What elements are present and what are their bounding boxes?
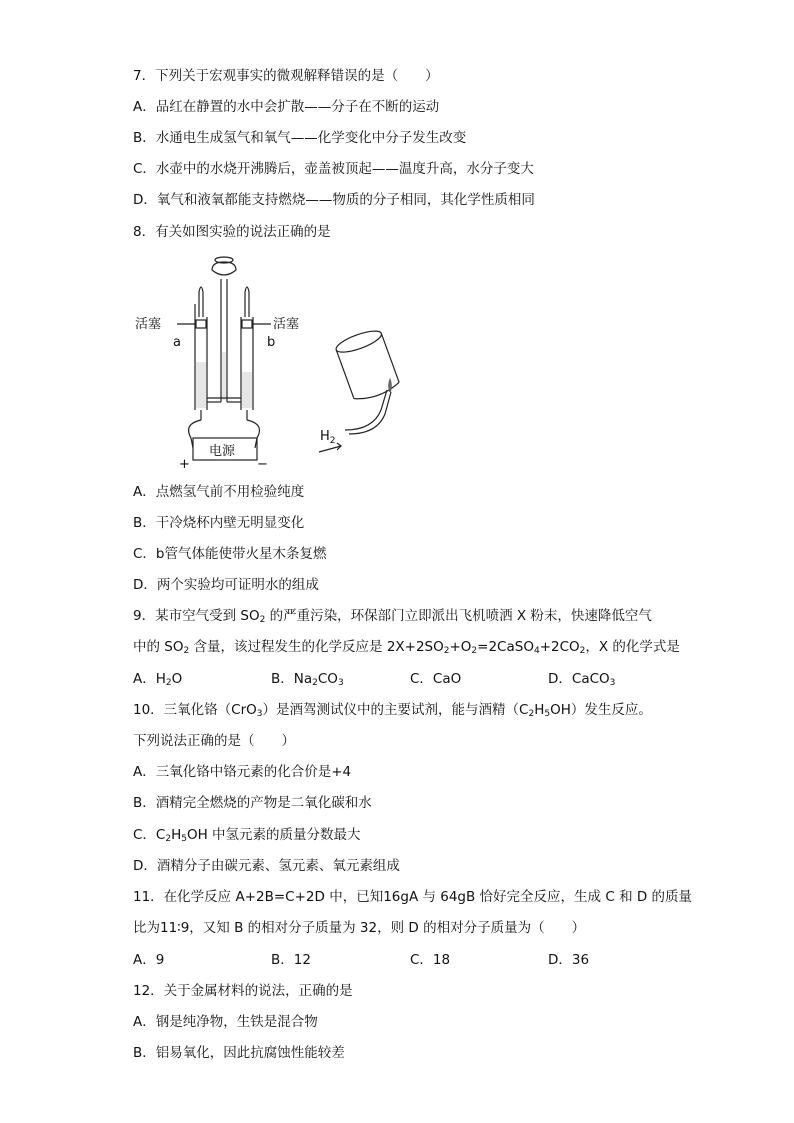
tube-a-label: a <box>173 335 181 350</box>
q9-option-c: C．CaO <box>410 671 462 687</box>
q11-line2: 比为11∶9，又知 B 的相对分子质量为 32，则 D 的相对分子质量为（ ） <box>133 920 586 936</box>
q11-line1: 11．在化学反应 A+2B=C+2D 中，已知16gA 与 64gB 恰好完全反应，生成 C 和 D 的质量 <box>133 889 693 905</box>
q10-line2: 下列说法正确的是（ ） <box>133 733 295 749</box>
q11-option-d: D．36 <box>548 952 590 968</box>
q12-option-b: B．铝易氧化，因此抗腐蚀性能较差 <box>133 1045 345 1061</box>
right-valve-label: 活塞 <box>273 317 300 332</box>
q7-option-b: B．水通电生成氢气和氧气——化学变化中分子发生改变 <box>133 130 467 146</box>
q11-option-c: C．18 <box>410 952 451 968</box>
electrolysis-figure <box>133 252 433 474</box>
q8-option-d: D．两个实验均可证明水的组成 <box>133 577 319 593</box>
q7-stem: 7．下列关于宏观事实的微观解释错误的是（ ） <box>133 68 439 84</box>
electrolysis-diagram <box>133 252 433 474</box>
q9-option-a: A．$H_2O$ <box>133 671 183 688</box>
q9-line2: 中的 $SO_2$ 含量，该过程发生的化学反应是 $2X+2SO_2+O_2=2CaSO_4+2CO_2$，X 的化学式是 <box>133 639 680 656</box>
q9-line1: 9．某市空气受到 $SO_2$ 的严重污染，环保部门立即派出飞机喷洒 X 粉末，快速降低空气 <box>133 608 652 625</box>
q7-option-a: A．品红在静置的水中会扩散——分子在不断的运动 <box>133 99 440 115</box>
minus-sign: − <box>257 457 268 472</box>
q9-option-b: B．$Na_2CO_3$ <box>271 671 344 688</box>
q8-option-b: B．干冷烧杯内壁无明显变化 <box>133 515 305 531</box>
q10-option-a: A．三氧化铬中铬元素的化合价是+4 <box>133 764 352 780</box>
plus-sign: + <box>179 457 190 472</box>
q12-option-a: A．钢是纯净物，生铁是混合物 <box>133 1014 318 1030</box>
q11-option-b: B．12 <box>271 952 311 968</box>
q10-option-b: B．酒精完全燃烧的产物是二氧化碳和水 <box>133 795 372 811</box>
tube-b-label: b <box>267 335 276 350</box>
q10-line1: 10．三氧化铬（CrO$_3$）是酒驾测试仪中的主要试剂，能与酒精$(C_2H_5OH)$发生反应。 <box>133 702 652 719</box>
q7-option-c: C．水壶中的水烧开沸腾后，壶盖被顶起——温度升高，水分子变大 <box>133 161 534 177</box>
q8-option-c: C．b管气体能使带火星木条复燃 <box>133 546 327 562</box>
q9-option-d: D．CaCO$_3$ <box>548 671 616 688</box>
q10-option-c: C．$C_2H_5OH$ 中氢元素的质量分数最大 <box>133 827 361 844</box>
q10-option-d: D．酒精分子由碳元素、氢元素、氧元素组成 <box>133 858 400 874</box>
q8-stem: 8．有关如图实验的说法正确的是 <box>133 224 331 240</box>
power-label: 电源 <box>209 444 236 459</box>
q11-option-a: A．9 <box>133 952 165 968</box>
left-valve-label: 活塞 <box>135 317 162 332</box>
q7-option-d: D．氧气和液氧都能支持燃烧——物质的分子相同，其化学性质相同 <box>133 192 535 208</box>
q12-stem: 12．关于金属材料的说法，正确的是 <box>133 983 353 999</box>
q8-option-a: A．点燃氢气前不用检验纯度 <box>133 484 305 500</box>
h2-label: $H_2$ <box>320 429 336 446</box>
